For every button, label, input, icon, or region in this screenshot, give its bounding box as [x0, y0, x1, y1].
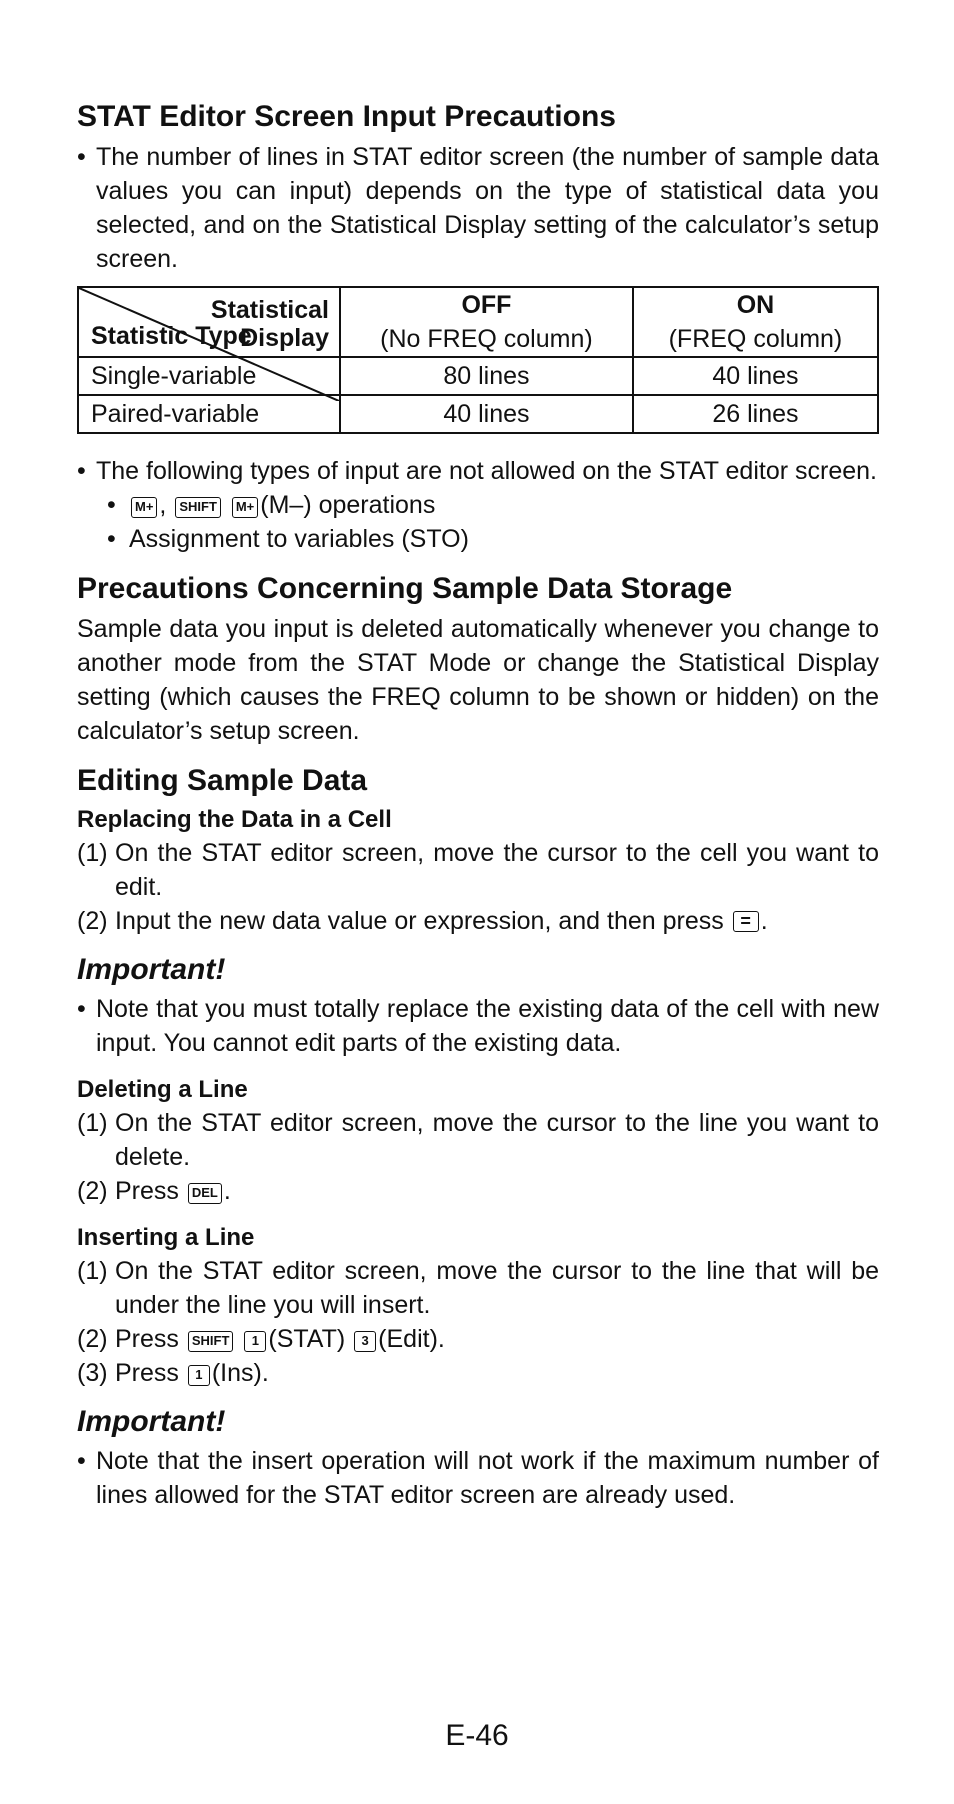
row-type: Paired-variable [78, 395, 340, 433]
lines-table [77, 286, 879, 434]
step-item: (1) On the STAT editor screen, move the cursor to the line that will be under the line you will insert. [77, 1257, 879, 1319]
important-bullet: • Note that you must totally replace the existing data of the cell with new input. You cannot edit parts of the existing data. [77, 995, 879, 1057]
step-item: (1) On the STAT editor screen, move the cursor to the line you want to delete. [77, 1109, 879, 1171]
table-corner-cell [78, 287, 340, 357]
corner-label-type: Statistic Type [91, 322, 252, 350]
one-key-icon: 1 [188, 1365, 210, 1386]
step-item: (3) Press 1 (Ins). [77, 1359, 269, 1387]
row-type: Single-variable [78, 357, 340, 395]
bullet-mark: • [77, 143, 86, 171]
corner-label-display: Statistical Display [210, 296, 329, 352]
row-off: 80 lines [340, 357, 633, 395]
subsection-inserting: Inserting a Line [77, 1224, 255, 1251]
equals-key-icon: = [733, 911, 759, 932]
m-plus-key-icon: M+ [131, 497, 157, 518]
important-heading: Important! [77, 953, 226, 986]
bullet-not-allowed: • The following types of input are not allowed on the STAT editor screen. [77, 457, 877, 485]
header-off: OFF (No FREQ column) [340, 287, 633, 357]
page-content [77, 98, 879, 1512]
page-number: E-46 [445, 1719, 509, 1752]
bullet-lines-depend [77, 140, 879, 276]
three-key-icon: 3 [354, 1331, 376, 1352]
step-item: (2) Press SHIFT 1 (STAT) 3 (Edit). [77, 1325, 445, 1353]
table-header-row [78, 287, 878, 357]
step-item: (1) On the STAT editor screen, move the cursor to the cell you want to edit. [77, 839, 879, 901]
subsection-deleting: Deleting a Line [77, 1076, 248, 1103]
row-on: 26 lines [633, 395, 878, 433]
step-item: (2) Press DEL . [77, 1177, 231, 1205]
subsection-replacing: Replacing the Data in a Cell [77, 806, 392, 833]
section-title-input-precautions: STAT Editor Screen Input Precautions [77, 100, 616, 133]
section-title-storage: Precautions Concerning Sample Data Storage [77, 572, 733, 605]
shift-key-icon: SHIFT [175, 497, 221, 518]
sub-bullet-memory: • M+ , SHIFT M+ (M–) operations [107, 491, 436, 519]
step-item: (2) Input the new data value or expression, and then press = . [77, 907, 768, 935]
important-heading: Important! [77, 1405, 226, 1438]
section-title-editing: Editing Sample Data [77, 764, 368, 797]
storage-paragraph: Sample data you input is deleted automatically whenever you change to another mode from the STAT Mode or change the Statistical Display setting (which causes the FREQ column to be shown or hidden) on the calculator’s setup screen. [77, 615, 879, 745]
important-bullet: • Note that the insert operation will not work if the maximum number of lines allowed for the STAT editor screen are already used. [77, 1447, 879, 1509]
row-off: 40 lines [340, 395, 633, 433]
one-key-icon: 1 [244, 1331, 266, 1352]
shift-key-icon: SHIFT [188, 1331, 234, 1352]
header-on: ON (FREQ column) [633, 287, 878, 357]
row-on: 40 lines [633, 357, 878, 395]
sub-bullet-sto: • Assignment to variables (STO) [107, 525, 469, 553]
bullet-text: The number of lines in STAT editor screen (the number of sample data values you can input) depends on the type of statistical data you selected, and on the Statistical Display setting of the calculator’s setup screen. [96, 143, 879, 273]
m-plus-key-icon: M+ [232, 497, 258, 518]
del-key-icon: DEL [188, 1183, 222, 1204]
